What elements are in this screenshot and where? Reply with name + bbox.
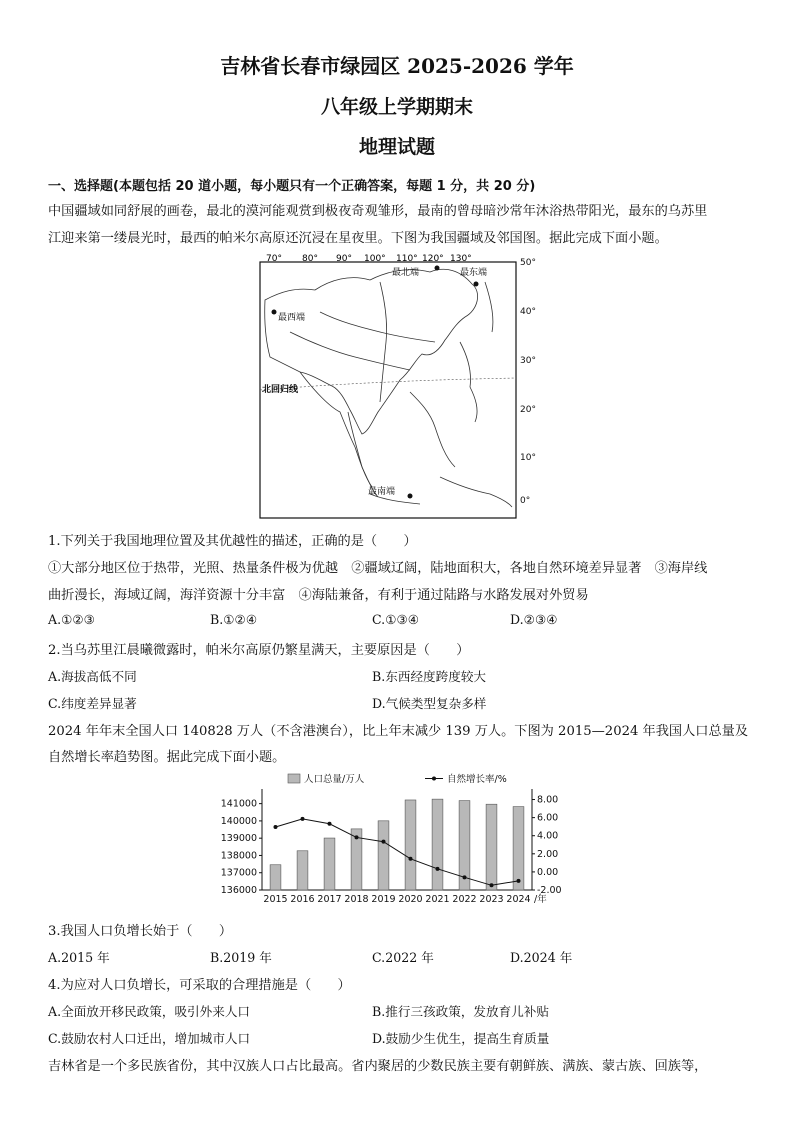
growth-rate-point — [490, 883, 494, 887]
west-point — [272, 310, 277, 315]
left-tick-label: 138000 — [220, 850, 257, 862]
left-tick-label: 140000 — [220, 815, 257, 827]
population-bar — [513, 807, 524, 890]
q2-option-b[interactable]: B.东西经度跨度较大 — [372, 669, 487, 684]
population-bar — [405, 800, 416, 890]
growth-rate-point — [409, 857, 413, 861]
q3-option-c[interactable]: C.2022 年 — [372, 950, 434, 965]
left-tick-label: 141000 — [220, 798, 257, 810]
label-north: 最北端 — [392, 268, 420, 278]
legend-bar-label: 人口总量/万人 — [304, 774, 365, 785]
growth-rate-line — [276, 819, 519, 885]
x-tick-label: 2017 — [317, 894, 342, 905]
exam-title: 吉林省长春市绿园区 2025-2026 学年 — [220, 54, 574, 78]
q1-statement-line2: 曲折漫长，海域辽阔，海洋资源十分丰富 ④海陆兼备，有利于通过陆路与水路发展对外贸易 — [48, 588, 589, 603]
growth-rate-point — [274, 825, 278, 829]
label-tropic: 北回归线 — [262, 385, 299, 395]
population-bar — [432, 799, 443, 890]
intro3-line1: 吉林省是一个多民族省份，其中汉族人口占比最高。省内聚居的少数民族主要有朝鲜族、满族、蒙古族、回族等， — [48, 1059, 708, 1074]
east-point — [474, 282, 479, 287]
label-east: 最东端 — [460, 268, 488, 278]
q4-option-c[interactable]: C.鼓励农村人口迁出，增加城市人口 — [48, 1031, 251, 1046]
growth-rate-point — [382, 840, 386, 844]
q2-option-c[interactable]: C.纬度差异显著 — [48, 696, 137, 711]
q4-option-d[interactable]: D.鼓励少生优生，提高生育质量 — [372, 1031, 550, 1046]
q2-option-d[interactable]: D.气候类型复杂多样 — [372, 696, 487, 711]
tick-100: 100° — [364, 254, 386, 264]
x-axis-unit: /年 — [534, 894, 547, 905]
lat-40: 40° — [520, 307, 536, 317]
population-bar — [486, 804, 497, 890]
lat-10: 10° — [520, 453, 536, 463]
q1-option-c[interactable]: C.①③④ — [372, 612, 420, 627]
q1-option-d[interactable]: D.②③④ — [510, 612, 558, 627]
x-tick-label: 2018 — [344, 894, 369, 905]
legend-line-marker — [432, 777, 436, 781]
x-tick-label: 2020 — [398, 894, 423, 905]
right-tick-label: 6.00 — [537, 812, 559, 824]
q3-option-b[interactable]: B.2019 年 — [210, 950, 272, 965]
left-tick-label: 139000 — [220, 833, 257, 845]
china-territory-map — [260, 254, 516, 518]
x-tick-label: 2024 — [506, 894, 531, 905]
exam-subject: 地理试题 — [358, 136, 435, 158]
growth-rate-point — [436, 867, 440, 871]
growth-rate-point — [301, 817, 305, 821]
x-tick-label: 2016 — [290, 894, 315, 905]
exam-subtitle: 八年级上学期期末 — [320, 96, 473, 118]
population-bar — [270, 865, 281, 890]
q4-option-a[interactable]: A.全面放开移民政策，吸引外来人口 — [48, 1004, 251, 1019]
q1-statement-line1: ①大部分地区位于热带，光照、热量条件极为优越 ②疆域辽阔，陆地面积大，各地自然环境差异显著 ③海岸线 — [48, 561, 708, 576]
south-point — [408, 494, 413, 499]
left-tick-label: 136000 — [220, 885, 257, 896]
x-tick-label: 2015 — [263, 894, 288, 905]
growth-rate-point — [328, 822, 332, 826]
lat-0: 0° — [520, 496, 531, 506]
q4-option-b[interactable]: B.推行三孩政策，发放育儿补贴 — [372, 1004, 549, 1019]
growth-rate-point — [463, 875, 467, 879]
intro2-line2: 自然增长率趋势图。据此完成下面小题。 — [48, 750, 286, 765]
q4-stem: 4.为应对人口负增长，可采取的合理措施是（ ） — [48, 978, 351, 993]
tick-80: 80° — [302, 254, 318, 264]
north-point — [435, 266, 440, 271]
left-tick-label: 137000 — [220, 867, 257, 879]
q1-option-a[interactable]: A.①②③ — [48, 612, 95, 627]
right-tick-label: 4.00 — [537, 830, 559, 842]
tick-130: 130° — [450, 254, 472, 264]
lat-50: 50° — [520, 258, 536, 268]
q1-stem: 1.下列关于我国地理位置及其优越性的描述，正确的是（ ） — [48, 534, 417, 549]
population-bar — [324, 838, 335, 890]
q3-option-d[interactable]: D.2024 年 — [510, 950, 573, 965]
x-tick-label: 2021 — [425, 894, 450, 905]
legend-bar-swatch — [288, 774, 300, 783]
right-tick-label: -2.00 — [537, 885, 562, 896]
intro1-line2: 江迎来第一缕晨光时，最西的帕米尔高原还沉浸在星夜里。下图为我国疆域及邻国图。据此完成下面小题。 — [48, 231, 668, 246]
q3-option-a[interactable]: A.2015 年 — [48, 950, 110, 965]
tick-90: 90° — [336, 254, 352, 264]
tick-120: 120° — [422, 254, 444, 264]
label-west: 最西端 — [278, 313, 306, 323]
intro2-line1: 2024 年年末全国人口 140828 万人（不含港澳台），比上年末减少 139 万人。下图为 2015—2024 年我国人口总量及 — [48, 724, 749, 739]
lat-30: 30° — [520, 356, 536, 366]
q2-stem: 2.当乌苏里江晨曦微露时，帕米尔高原仍繁星满天，主要原因是（ ） — [48, 643, 470, 658]
intro1-line1: 中国疆域如同舒展的画卷，最北的漠河能观赏到极夜奇观雏形，最南的曾母暗沙常年沐浴热带阳光，最东的乌苏里 — [48, 204, 708, 219]
population-bar — [378, 821, 389, 890]
x-tick-label: 2019 — [371, 894, 396, 905]
q3-stem: 3.我国人口负增长始于（ ） — [48, 924, 233, 939]
growth-rate-point — [355, 835, 359, 839]
x-tick-label: 2023 — [479, 894, 504, 905]
label-south: 最南端 — [368, 487, 396, 497]
x-tick-label: 2022 — [452, 894, 477, 905]
section-heading: 一、选择题(本题包括 20 道小题，每小题只有一个正确答案，每题 1 分，共 20 分) — [48, 179, 536, 194]
right-tick-label: 2.00 — [537, 848, 559, 860]
lat-20: 20° — [520, 405, 536, 415]
tick-110: 110° — [396, 254, 418, 264]
population-chart — [210, 765, 610, 915]
q1-option-b[interactable]: B.①②④ — [210, 612, 258, 627]
growth-rate-point — [517, 879, 521, 883]
legend-line-label: 自然增长率/% — [447, 774, 507, 785]
right-tick-label: 0.00 — [537, 866, 559, 878]
q2-option-a[interactable]: A.海拔高低不同 — [48, 669, 137, 684]
tick-70: 70° — [266, 254, 282, 264]
population-bar — [297, 851, 308, 890]
right-tick-label: 8.00 — [537, 794, 559, 806]
